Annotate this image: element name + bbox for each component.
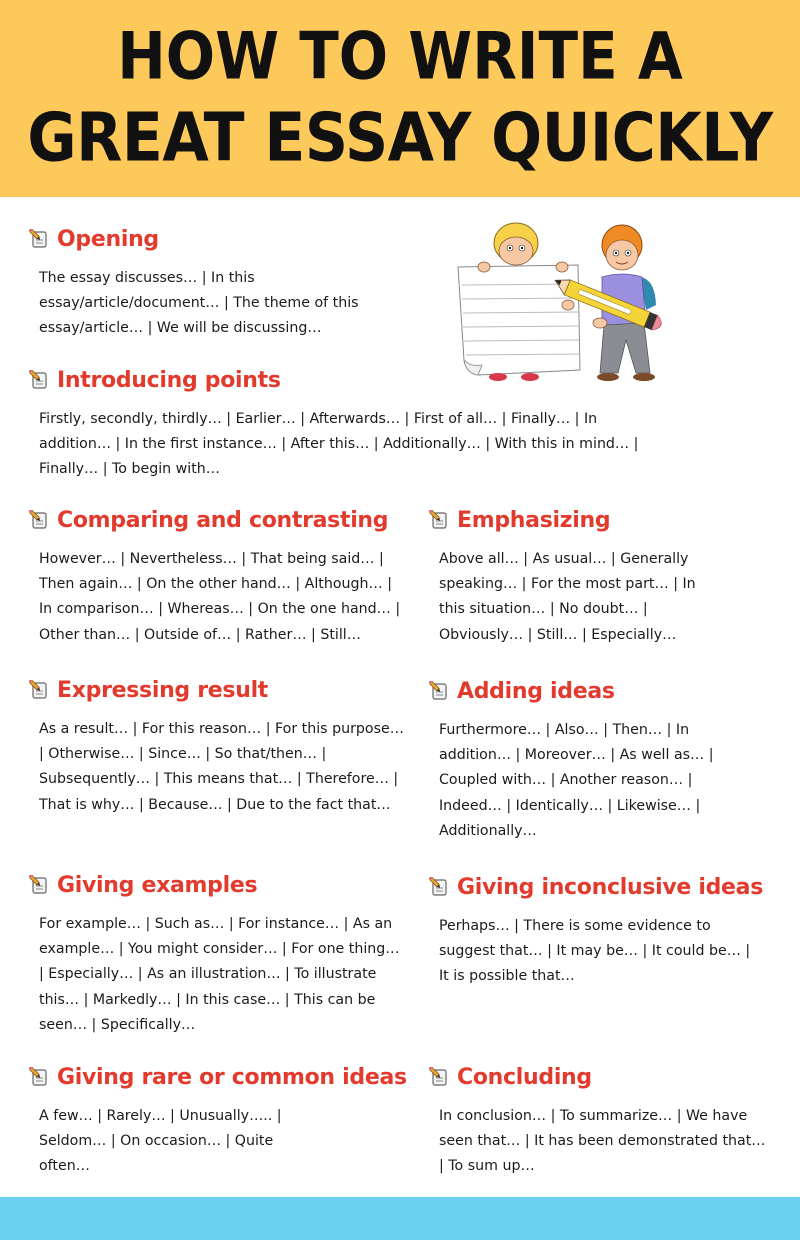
section-phrases: A few… | Rarely… | Unusually….. | Seldom… | On occasion… | Quite often… — [39, 1108, 282, 1175]
section-phrases: Above all… | As usual… | Generally speaking… | For the most part… | In this situation… | No doubt… | Obviously… | Still… | Especially… — [439, 551, 696, 643]
section-heading: Giving inconclusive ideas — [457, 874, 764, 900]
section-phrases: As a result… | For this reason… | For this purpose… | Otherwise… | Since… | So that/then… | Subsequently… | This means that… | Therefore… | That is why… | Because… | Due to the fact that… — [39, 721, 404, 813]
title-banner — [0, 0, 800, 197]
section-giving-inconclusive-ideas — [429, 872, 794, 990]
section-giving-examples — [29, 870, 424, 1038]
section-phrases: Firstly, secondly, thirdly… | Earlier… | Afterwards… | First of all… | Finally… | In addition… | In the first instance… | After this… | Additionally… | With this in mind… | Finally… | To begin with… — [39, 411, 639, 478]
section-phrases: Perhaps… | There is some evidence to suggest that… | It may be… | It could be… | It is possible that… — [439, 918, 751, 985]
memo-pencil-icon — [29, 1067, 49, 1087]
section-heading: Giving rare or common ideas — [57, 1064, 407, 1090]
section-adding-ideas — [429, 676, 789, 844]
section-phrases: Furthermore… | Also… | Then… | In addition… | Moreover… | As well as… | Coupled with… | Another reason… | Indeed… | Identically… | Likewise… | Additionally… — [439, 722, 714, 839]
memo-pencil-icon — [29, 229, 49, 249]
memo-pencil-icon — [429, 510, 449, 530]
section-introducing-points — [29, 365, 669, 483]
memo-pencil-icon — [429, 681, 449, 701]
memo-pencil-icon — [29, 875, 49, 895]
section-phrases: However… | Nevertheless… | That being said… | Then again… | On the other hand… | Although… | In comparison… | Whereas… | On the one hand… | Other than… | Outside of… | Rather… | Still… — [39, 551, 401, 643]
memo-pencil-icon — [29, 510, 49, 530]
section-phrases: For example… | Such as… | For instance… | As an example… | You might consider… | For one thing… | Especially… | As an illustration… | To illustrate this… | Markedly… | In this case… | This can be seen… | Specifically… — [39, 916, 400, 1033]
section-heading: Expressing result — [57, 677, 269, 703]
section-heading: Introducing points — [57, 367, 281, 393]
memo-pencil-icon — [29, 370, 49, 390]
section-phrases: The essay discusses… | In this essay/article/document… | The theme of this essay/article… | We will be discussing… — [39, 270, 359, 337]
section-heading: Adding ideas — [457, 678, 615, 704]
section-heading: Concluding — [457, 1064, 592, 1090]
section-comparing-and-contrasting — [29, 505, 424, 648]
section-heading: Emphasizing — [457, 507, 611, 533]
page-title-line-2: GREAT ESSAY QUICKLY — [27, 98, 773, 178]
footer-band — [0, 1197, 800, 1240]
section-opening — [29, 224, 429, 342]
section-phrases: In conclusion… | To summarize… | We have seen that… | It has been demonstrated that… | To sum up… — [439, 1108, 766, 1175]
kids-with-paper-and-pencil-illustration — [450, 215, 675, 385]
memo-pencil-icon — [29, 680, 49, 700]
memo-pencil-icon — [429, 1067, 449, 1087]
section-concluding — [429, 1062, 789, 1180]
memo-pencil-icon — [429, 877, 449, 897]
section-heading: Opening — [57, 226, 159, 252]
section-emphasizing — [429, 505, 789, 648]
section-heading: Comparing and contrasting — [57, 507, 389, 533]
section-heading: Giving examples — [57, 872, 258, 898]
page-title-line-1: HOW TO WRITE A — [117, 17, 683, 95]
section-giving-rare-or-common-ideas — [29, 1062, 424, 1180]
section-expressing-result — [29, 675, 424, 818]
